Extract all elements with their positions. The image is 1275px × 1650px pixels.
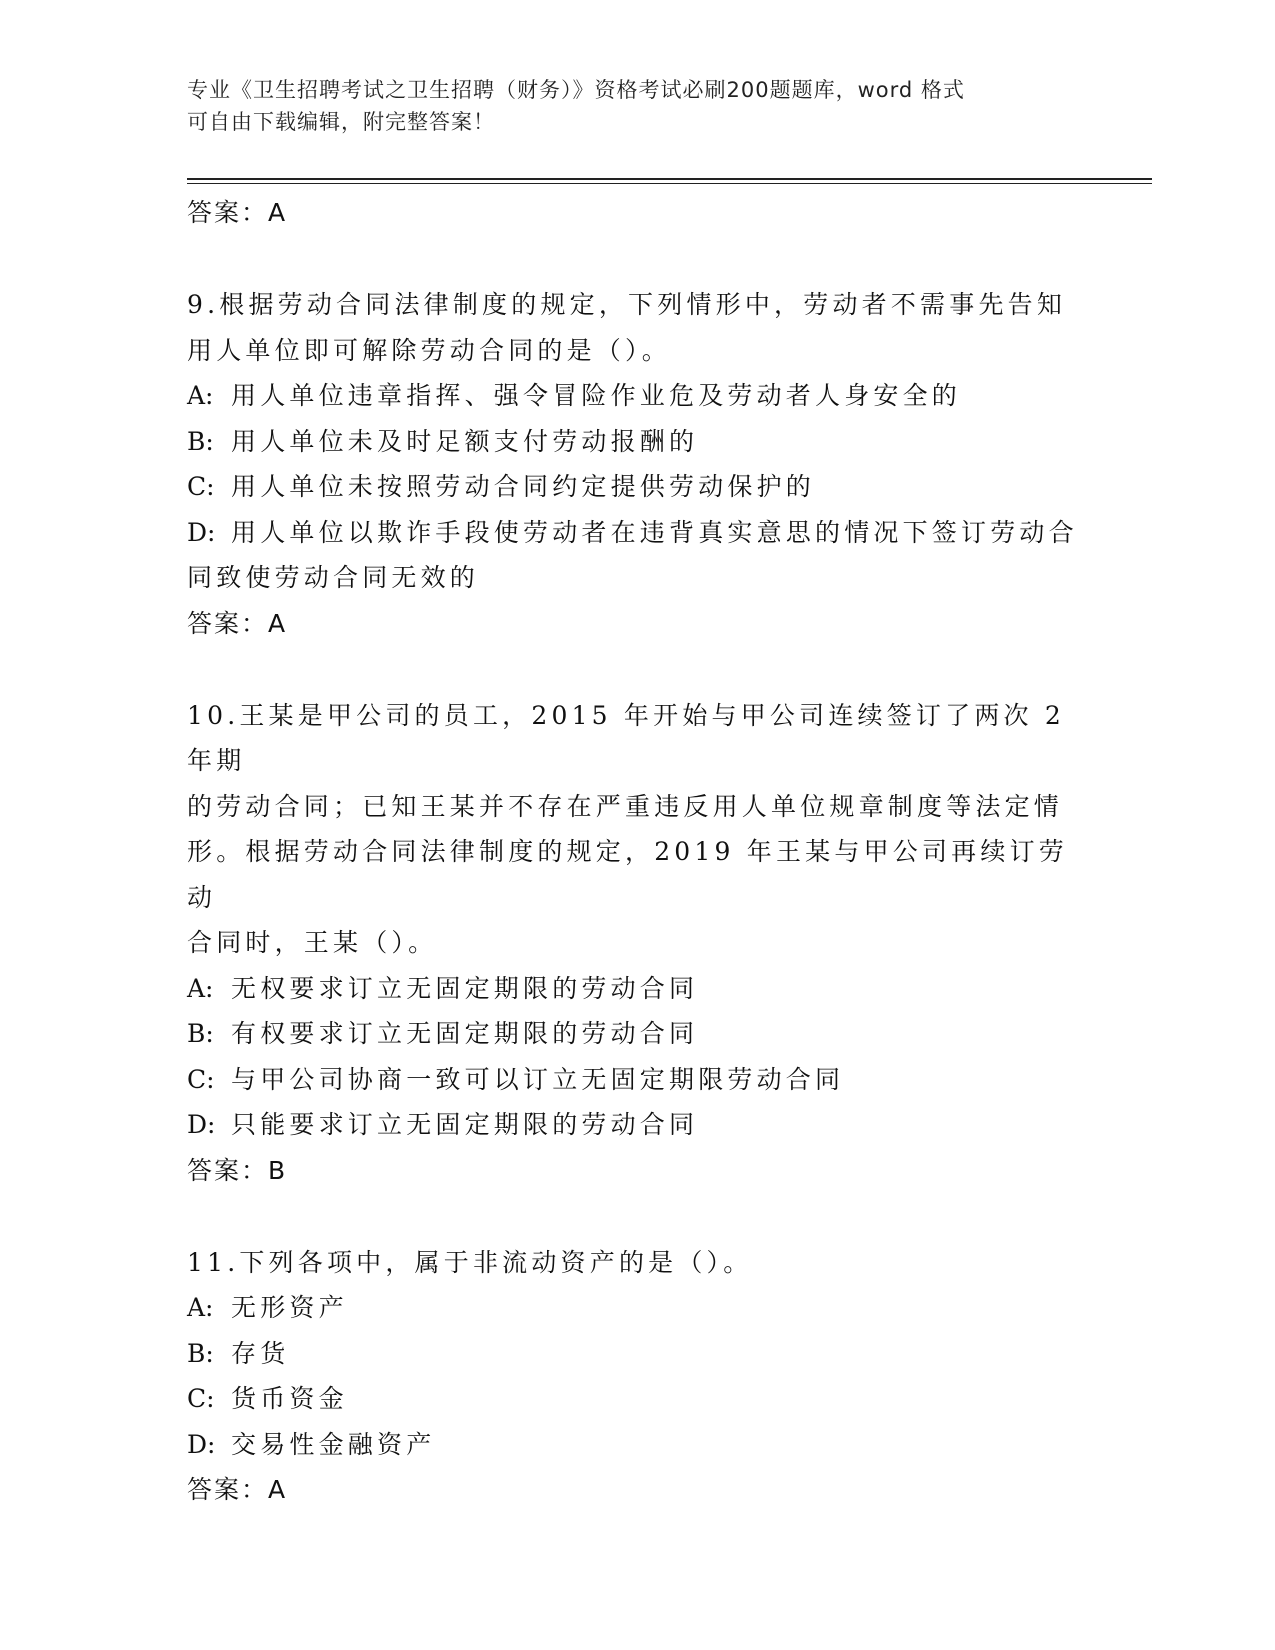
option-d xyxy=(187,1422,1087,1468)
option-text: 用人单位违章指挥、强令冒险作业危及劳动者人身安全的 xyxy=(231,381,962,410)
question-text-line: 形。根据劳动合同法律制度的规定，2019 年王某与甲公司再续订劳动 xyxy=(187,837,1068,912)
option-c xyxy=(187,1057,1087,1103)
option-d xyxy=(187,510,1087,556)
option-letter: C: xyxy=(187,1064,215,1094)
question-text-line: 的劳动合同；已知王某并不存在严重违反用人单位规章制度等法定情 xyxy=(187,791,1064,821)
question-11 xyxy=(187,1240,1087,1513)
option-a xyxy=(187,373,1087,419)
option-text: 用人单位未按照劳动合同约定提供劳动保护的 xyxy=(231,472,816,501)
option-a xyxy=(187,1285,1087,1331)
option-text: 无权要求订立无固定期限的劳动合同 xyxy=(231,973,699,1003)
answer-line: 答案：A xyxy=(187,608,288,638)
option-text: 货币资金 xyxy=(231,1384,348,1413)
option-text: 只能要求订立无固定期限的劳动合同 xyxy=(231,1110,699,1139)
option-letter: A: xyxy=(187,973,214,1003)
option-text: 用人单位以欺诈手段使劳动者在违背真实意思的情况下签订劳动合 xyxy=(231,517,1078,547)
option-letter: B: xyxy=(187,1019,214,1048)
answer-line: 答案：A xyxy=(187,1475,288,1504)
option-letter: A: xyxy=(187,1293,214,1322)
option-text: 存货 xyxy=(231,1338,290,1368)
answer-line: 答案：B xyxy=(187,1155,288,1185)
option-text: 用人单位未及时足额支付劳动报酬的 xyxy=(231,426,699,456)
question-text-line: 10.王某是甲公司的员工，2015 年开始与甲公司连续签订了两次 2 年期 xyxy=(187,700,1065,775)
option-letter: D: xyxy=(187,1429,216,1459)
question-10 xyxy=(187,693,1087,1193)
option-text: 交易性金融资产 xyxy=(231,1429,436,1459)
header-rule-thick xyxy=(187,178,1152,180)
option-a xyxy=(187,966,1087,1012)
option-text: 无形资产 xyxy=(231,1293,348,1322)
option-letter: C: xyxy=(187,1384,215,1413)
question-text-line: 11.下列各项中，属于非流动资产的是（）。 xyxy=(187,1247,753,1277)
option-c xyxy=(187,1376,1087,1422)
option-letter: C: xyxy=(187,472,215,501)
option-letter: B: xyxy=(187,1338,214,1368)
header-line-2: 可自由下载编辑，附完整答案！ xyxy=(187,110,495,134)
option-b xyxy=(187,1331,1087,1377)
option-letter: A: xyxy=(187,381,214,410)
question-text-line: 合同时，王某（）。 xyxy=(187,928,438,957)
option-d-continued: 同致使劳动合同无效的 xyxy=(187,563,480,592)
option-letter: B: xyxy=(187,426,214,456)
option-b xyxy=(187,1011,1087,1057)
question-text-line: 9.根据劳动合同法律制度的规定，下列情形中，劳动者不需事先告知 xyxy=(187,290,1067,319)
header-line-1: 专业《卫生招聘考试之卫生招聘（财务）》资格考试必刷200题题库，word 格式 xyxy=(187,78,965,102)
question-9 xyxy=(187,282,1087,646)
question-text-line: 用人单位即可解除劳动合同的是（）。 xyxy=(187,335,671,365)
document-body xyxy=(187,190,1087,1512)
option-b xyxy=(187,419,1087,465)
header-rule-thin xyxy=(187,183,1152,184)
option-text: 有权要求订立无固定期限的劳动合同 xyxy=(231,1019,699,1048)
option-c xyxy=(187,464,1087,510)
option-letter: D: xyxy=(187,517,216,547)
answer-line: 答案：A xyxy=(187,198,288,227)
option-text: 与甲公司协商一致可以订立无固定期限劳动合同 xyxy=(231,1064,845,1094)
option-d xyxy=(187,1102,1087,1148)
option-letter: D: xyxy=(187,1110,216,1139)
document-header xyxy=(187,74,1087,138)
